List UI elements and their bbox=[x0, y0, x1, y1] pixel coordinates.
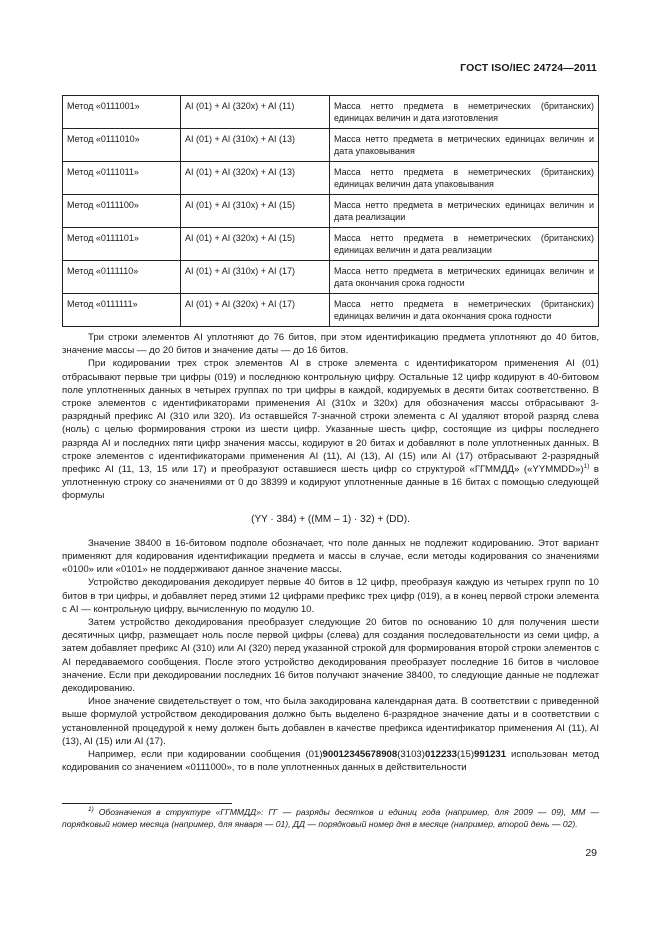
description-cell: Масса нетто предмета в неметрических (британских) единицах величин и дата окончания срока годности bbox=[330, 294, 599, 327]
description-cell: Масса нетто предмета в метрических единицах величин и дата реализации bbox=[330, 195, 599, 228]
table-row bbox=[63, 96, 599, 129]
footnote-divider bbox=[62, 803, 232, 804]
table-row bbox=[63, 195, 599, 228]
ai-cell: AI (01) + AI (310x) + AI (15) bbox=[181, 195, 330, 228]
description-cell: Масса нетто предмета в метрических единицах величин и дата упаковывания bbox=[330, 129, 599, 162]
ai-cell: AI (01) + AI (310x) + AI (13) bbox=[181, 129, 330, 162]
table-row bbox=[63, 294, 599, 327]
paragraph-text: в уплотненную строку со значениями от 0 до 38399 и кодируют уплотненные данные в 16 битах с помощью следующей формулы bbox=[62, 464, 599, 502]
ai-cell: AI (01) + AI (320x) + AI (17) bbox=[181, 294, 330, 327]
body-text bbox=[62, 331, 599, 775]
method-cell: Метод «0111011» bbox=[63, 162, 181, 195]
paragraph: Значение 38400 в 16-битовом подполе обозначает, что поле данных не подлежит кодированию. Этот вариант применяют для кодирования идентификации предмета и массы в случае, если методы кодирования со значениями «0100» или «0101» не поддерживают данное значение массы. bbox=[62, 537, 599, 576]
description-cell: Масса нетто предмета в неметрических (британских) единицах величин и дата реализации bbox=[330, 228, 599, 261]
ai-cell: AI (01) + AI (320x) + AI (11) bbox=[181, 96, 330, 129]
formula: (YY · 384) + ((MM – 1) · 32) + (DD). bbox=[251, 513, 410, 525]
page-number: 29 bbox=[585, 847, 597, 859]
ai-cell: AI (01) + AI (310x) + AI (17) bbox=[181, 261, 330, 294]
method-cell: Метод «0111111» bbox=[63, 294, 181, 327]
methods-table bbox=[62, 95, 599, 327]
document-header: ГОСТ ISO/IEC 24724—2011 bbox=[460, 62, 597, 74]
description-cell: Масса нетто предмета в метрических единицах величин и дата окончания срока годности bbox=[330, 261, 599, 294]
paragraph bbox=[62, 357, 599, 502]
ai-cell: AI (01) + AI (320x) + AI (13) bbox=[181, 162, 330, 195]
footnote-ref: 1) bbox=[583, 462, 590, 470]
paragraph: Иное значение свидетельствует о том, что была закодирована календарная дата. В соответствии с приведенной выше формулой устройством декодирования должно быть выделено 6-разрядное значение даты и в соответствии с установленной процедурой к нему должен быть добавлен в качестве префикса идентификатор применения AI (11), AI (13), AI (15) или AI (17). bbox=[62, 696, 599, 747]
paragraph bbox=[62, 748, 599, 774]
paragraph-text: использован метод кодирования со значением «0111000», то в поле уплотненных данных в действительности bbox=[62, 749, 599, 774]
method-cell: Метод «0111101» bbox=[63, 228, 181, 261]
table-row bbox=[63, 162, 599, 195]
paragraph-text: (3103) bbox=[397, 749, 425, 761]
paragraph-text: (15) bbox=[456, 749, 475, 761]
paragraph-text: Например, если при кодировании сообщения (01) bbox=[88, 749, 323, 761]
paragraph-text: При кодировании трех строк элементов AI в строке элемента с идентификатором применения AI (01) отбрасывают первые три цифры (019) и последнюю контрольную цифру. Остальные 12 цифр кодируют в 40-битовом поле уплотненных данных в четырех группах по три цифры в каждой, кодируемых в десяти битах соответственно. В строке элементов с идентификаторами применения AI (310x и 320x) для обозначения массы отбрасывают 3-разрядный префикс AI (310 или 320). Из оставшейся 7-значной строки элемента с AI удаляют второй разряд слева (ноль) с целью формирования строки из шести цифр. Указанные шесть цифр, состоящие из цифры последнего разряда AI и последних пяти цифр значения массы, кодируют в 20 битах и добавляют в поле уплотненных данных. В строке элементов с идентификаторами применения AI (11), AI (13), AI (15) или AI (17) отбрасывают 2-разрядный префикс AI (11, 13, 15 или 17) и преобразуют оставшиеся шесть цифр со структурой «ГГММДД» («YYMMDD») bbox=[62, 358, 599, 476]
footnote-marker: 1) bbox=[88, 806, 94, 814]
footnote-text: Обозначения в структуре «ГГММДД»: ГГ — разряды десятков и единиц года (например, для 2009 — 09), ММ — порядковый номер месяца (например, для января — 01), ДД — порядковый номер дня в месяце (например, второй день — 02). bbox=[62, 807, 599, 830]
description-cell: Масса нетто предмета в неметрических (британских) единицах величин и дата изготовления bbox=[330, 96, 599, 129]
paragraph: Три строки элементов AI уплотняют до 76 битов, при этом идентификацию предмета уплотняют до 40 битов, значение массы — до 20 битов и значение даты — до 16 битов. bbox=[62, 332, 599, 357]
method-cell: Метод «0111110» bbox=[63, 261, 181, 294]
bold-code: 012233 bbox=[424, 749, 457, 761]
method-cell: Метод «0111010» bbox=[63, 129, 181, 162]
paragraph: Затем устройство декодирования преобразует следующие 20 битов по основанию 10 для получения шести десятичных цифр, размещает ноль после первой цифры (слева) для создания последовательности из семи цифр, а затем добавляет префикс AI (310) или AI (320) перед указанной строкой для формирования второй строки элементов с AI передаваемого сообщения. После этого устройство декодирования преобразует последние 16 битов в числовое значение. Если при декодировании последних 16 битов получают значение 38400, то следующие данные не подлежат декодированию. bbox=[62, 617, 599, 695]
footnote bbox=[62, 806, 599, 831]
table-row bbox=[63, 129, 599, 162]
paragraph: Устройство декодирования декодирует первые 40 битов в 12 цифр, преобразуя каждую из четырех групп по 10 битов в три цифры, и добавляет перед этими 12 цифрами префикс трех цифр (019), а в конец первой строки элемента с AI — контрольную цифру, вычисленную по модулю 10. bbox=[62, 577, 599, 615]
table-row bbox=[63, 228, 599, 261]
bold-code: 991231 bbox=[474, 749, 507, 761]
table-row bbox=[63, 261, 599, 294]
description-cell: Масса нетто предмета в неметрических (британских) единицах величин дата упаковывания bbox=[330, 162, 599, 195]
method-cell: Метод «0111100» bbox=[63, 195, 181, 228]
ai-cell: AI (01) + AI (320x) + AI (15) bbox=[181, 228, 330, 261]
bold-code: 90012345678908 bbox=[322, 749, 398, 761]
method-cell: Метод «0111001» bbox=[63, 96, 181, 129]
